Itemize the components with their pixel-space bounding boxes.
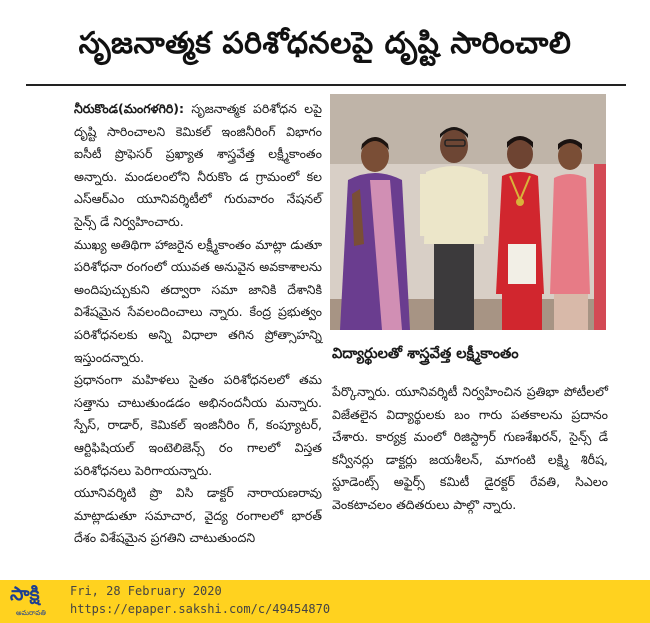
article-line: న్నారు. కేంద్ర ప్రభుత్వం పరిశోధనలకు అన్ని (74, 304, 322, 342)
article-paragraph (74, 98, 322, 234)
article-line: డ గ్రామంలో కల ఎస్ఆర్ఎం యూనివర్శిటీలో (74, 168, 322, 207)
article-line: భారత్ దేశం విశేషమైన ప్రగతిని చాటుతుందని (74, 507, 322, 546)
article-line: కన్వీనర్లు డాక్టర్లు జయశీలన్, మాగంటి లక్ష్మి (332, 451, 569, 467)
article-line: యూనివర్శిటి ప్రొ విసి డాక్టర్ నారాయణరావు (74, 485, 322, 501)
photo-caption: విద్యార్థులతో శాస్త్రవేత్త లక్ష్మీకాంతం (332, 346, 519, 362)
news-photo-illustration (330, 94, 606, 330)
article-line: ప్రతిభా పోటీలలో విజేతలైన విద్యార్థులకు బం (332, 384, 608, 422)
article-line: జానికి దేశానికి విశేషమైన సేవలందించాలు (74, 281, 322, 320)
footer-bar (0, 580, 650, 623)
logo-text: సాక్షి (10, 583, 40, 605)
article-line: సృజనాత్మక పరిశోధన (184, 101, 297, 116)
article-line: గురువారం నేషనల్ సైన్స్ డే నిర్వహించారు. (74, 191, 322, 229)
article-line: గాలలో విస్తత పరిశోధనలు పెరిగాయన్నారు. (74, 439, 322, 478)
article-line: మన్నారు. స్పేస్, రాడార్, కెమికల్ ఇంజినీరిం (74, 394, 322, 433)
news-photo (330, 94, 606, 330)
article-right-column (332, 381, 608, 517)
article-left-column (74, 98, 322, 550)
epaper-link[interactable]: https://epaper.sakshi.com/c/49454870 (70, 602, 331, 616)
article-line: ముఖ్య అతిథిగా హాజరైన లక్ష్మీకాంతం మాట్లా (74, 236, 287, 252)
article-line: న్నారు. (483, 496, 517, 512)
article-line: తమ సత్తాను చాటుతుండడం అభినందనీయ (74, 372, 322, 410)
article-line: లపై దృష్టి సారించాలని కెమికల్ ఇంజినీరింగ్ (74, 101, 322, 139)
article-line: విభాగం ఐసీటీ ప్రొఫెసర్ ప్రఖ్యాత శాస్త్రవేత్త (74, 123, 323, 162)
article-line: పేర్కొన్నారు. యూనివర్శిటీ నిర్వహించిన (332, 384, 522, 399)
dateline: నీరుకొండ(మంగళగిరి): (74, 101, 185, 116)
sakshi-logo[interactable] (4, 583, 60, 619)
article-line: మంలో రిజిస్ట్రార్ గుణశేఖరన్, సైన్స్ డే (413, 429, 608, 445)
article-line: గ్, కంప్యూటర్, ఆర్టిఫిషియల్ ఇంటెలిజెన్స్ రం (74, 417, 322, 455)
logo-subtext: అమరావతి (16, 609, 46, 617)
article-line: ప్రధానంగా మహిళలు సైతం పరిశోధనలలో (74, 372, 290, 388)
publication-date: Fri, 28 February 2020 (70, 584, 222, 598)
article-line: లక్ష్మీకాంతం అన్నారు. మండలంలోని నీరుకొం (74, 146, 322, 184)
article-paragraph (74, 369, 322, 482)
article-line: అవకాశాలను అందిపుచ్చుకుని తద్వారా సమా (74, 259, 322, 297)
article-line: గారు పతకాలను ప్రదానం చేశారు. కార్యక్ర (332, 406, 608, 445)
article-line: విధాలా తగిన ప్రోత్సాహన్ని ఇస్తుందన్నారు. (74, 326, 322, 365)
article-line: శిరీష, స్టూడెంట్స్ అఫైర్స్ కమిటీ డైరక్టర్ రేవతి, (332, 451, 608, 490)
article-line: డుతూ పరిశోధనా రంగంలో యువత అనువైన (74, 236, 322, 275)
headline: సృజనాత్మక పరిశోధనలపై దృష్టి సారించాలి (78, 26, 572, 61)
headline-rule (26, 84, 626, 86)
article-paragraph (332, 381, 608, 517)
article-line: మాట్లాడుతూ సమాచార, వైద్య రంగాలలో (74, 507, 284, 523)
article-line: సిఎలం వెంకటాచలం తదితరులు పాల్గొ (332, 474, 608, 512)
article-paragraph (74, 482, 322, 550)
article-paragraph (74, 234, 322, 370)
